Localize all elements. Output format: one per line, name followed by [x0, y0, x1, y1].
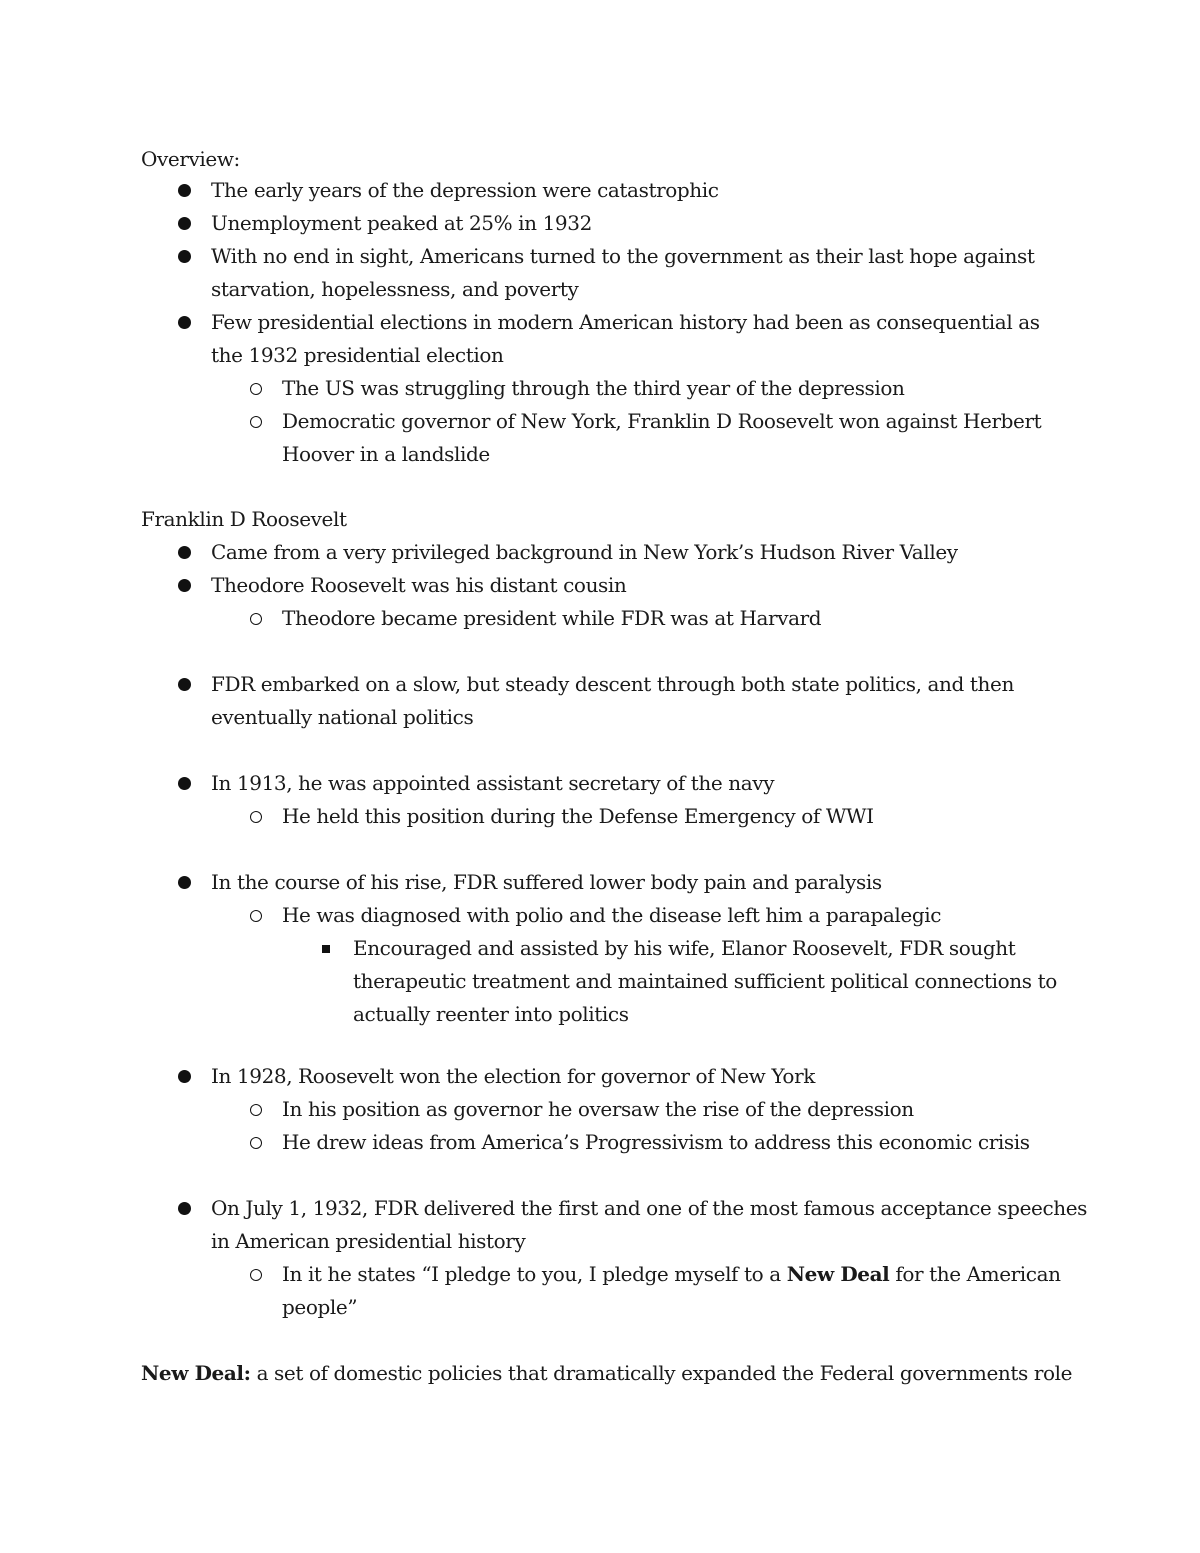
disc-bullet-icon: [178, 250, 191, 263]
sub-list-item-continuation: people”: [282, 1295, 358, 1319]
disc-bullet-icon: [178, 217, 191, 230]
circle-bullet-icon: [250, 1137, 262, 1149]
list-item: In the course of his rise, FDR suffered lower body pain and paralysis: [211, 870, 882, 894]
definition-term: New Deal: [141, 1361, 244, 1385]
list-item: In 1928, Roosevelt won the election for governor of New York: [211, 1064, 815, 1088]
list-item: Unemployment peaked at 25% in 1932: [211, 211, 592, 235]
sub-list-item: Theodore became president while FDR was at Harvard: [282, 606, 822, 630]
section-heading-overview: Overview:: [141, 147, 240, 171]
list-item: With no end in sight, Americans turned to the government as their last hope against: [211, 244, 1035, 268]
sub-list-item: Democratic governor of New York, Franklin D Roosevelt won against Herbert: [282, 409, 1042, 433]
list-item: In 1913, he was appointed assistant secretary of the navy: [211, 771, 775, 795]
circle-bullet-icon: [250, 383, 262, 395]
sub-list-item: [282, 1258, 1061, 1291]
circle-bullet-icon: [250, 910, 262, 922]
disc-bullet-icon: [178, 184, 191, 197]
circle-bullet-icon: [250, 416, 262, 428]
disc-bullet-icon: [178, 1202, 191, 1215]
definition-colon: :: [243, 1361, 251, 1385]
circle-bullet-icon: [250, 811, 262, 823]
circle-bullet-icon: [250, 1269, 262, 1281]
disc-bullet-icon: [178, 1070, 191, 1083]
circle-bullet-icon: [250, 1104, 262, 1116]
square-bullet-icon: [322, 945, 330, 953]
sub-list-item: In his position as governor he oversaw the rise of the depression: [282, 1097, 914, 1121]
list-item-continuation: starvation, hopelessness, and poverty: [211, 277, 579, 301]
sub-sub-list-item-continuation: actually reenter into politics: [353, 1002, 629, 1026]
circle-bullet-icon: [250, 613, 262, 625]
disc-bullet-icon: [178, 678, 191, 691]
quote-emphasis: New Deal: [786, 1262, 890, 1286]
definition-text: a set of domestic policies that dramatically expanded the Federal governments role: [250, 1361, 1073, 1385]
disc-bullet-icon: [178, 579, 191, 592]
sub-sub-list-item: Encouraged and assisted by his wife, Elanor Roosevelt, FDR sought: [353, 936, 1016, 960]
sub-list-item: He held this position during the Defense Emergency of WWI: [282, 804, 874, 828]
list-item-continuation: in American presidential history: [211, 1229, 526, 1253]
disc-bullet-icon: [178, 876, 191, 889]
disc-bullet-icon: [178, 777, 191, 790]
disc-bullet-icon: [178, 546, 191, 559]
list-item: The early years of the depression were catastrophic: [211, 178, 719, 202]
section-heading-fdr: Franklin D Roosevelt: [141, 507, 347, 531]
sub-sub-list-item-continuation: therapeutic treatment and maintained sufficient political connections to: [353, 969, 1057, 993]
sub-list-item: He was diagnosed with polio and the disease left him a parapalegic: [282, 903, 942, 927]
quote-text-end: for the American: [889, 1262, 1061, 1286]
list-item: Theodore Roosevelt was his distant cousin: [211, 573, 627, 597]
list-item: Few presidential elections in modern American history had been as consequential as: [211, 310, 1040, 334]
disc-bullet-icon: [178, 316, 191, 329]
list-item: FDR embarked on a slow, but steady descent through both state politics, and then: [211, 672, 1014, 696]
list-item-continuation: the 1932 presidential election: [211, 343, 504, 367]
definition-new-deal: [141, 1357, 1072, 1390]
list-item: Came from a very privileged background in New York’s Hudson River Valley: [211, 540, 958, 564]
sub-list-item: The US was struggling through the third year of the depression: [282, 376, 905, 400]
sub-list-item-continuation: Hoover in a landslide: [282, 442, 490, 466]
list-item-continuation: eventually national politics: [211, 705, 474, 729]
sub-list-item: He drew ideas from America’s Progressivism to address this economic crisis: [282, 1130, 1030, 1154]
list-item: On July 1, 1932, FDR delivered the first and one of the most famous acceptance speeches: [211, 1196, 1088, 1220]
quote-text: In it he states “I pledge to you, I pledge myself to a: [282, 1262, 787, 1286]
